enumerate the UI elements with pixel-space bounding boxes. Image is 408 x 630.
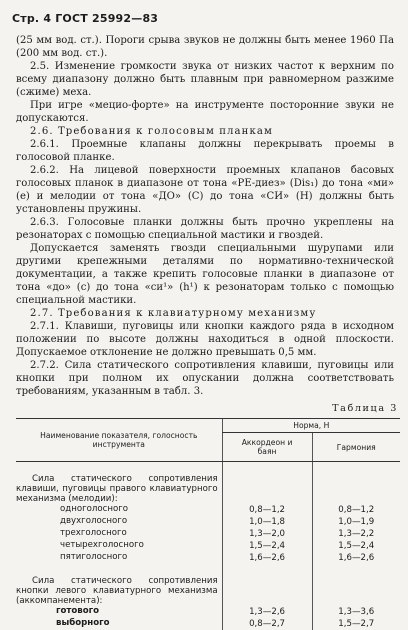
- paragraph-2-7-1: 2.7.1. Клавиши, пуговицы или кнопки каждого ряда в исходном положении по высоте должны находиться в одной плоскости. Допускаемое отклонение не должно превышать 0,5 мм.: [16, 321, 394, 358]
- table-caption: Таблица 3: [332, 403, 398, 414]
- table-row: выборного 0,8—2,7 1,5—2,7: [16, 618, 400, 630]
- table-row: пятиголосного 1,6—2,6 1,6—2,6: [16, 552, 400, 564]
- paragraph-continuation: (25 мм вод. ст.). Пороги срыва звуков не должны быть менее 1960 Па (200 мм вод. ст.).: [16, 35, 394, 59]
- table-row: одноголосного 0,8—1,2 0,8—1,2: [16, 504, 400, 516]
- column-header-accordion: Аккордеон и баян: [222, 433, 312, 462]
- group-left-mechanism: Сила статического сопротивления кнопки левого клавиатурного механизма (аккомпанемента):: [16, 576, 218, 606]
- paragraph-2-6-3: 2.6.3. Голосовые планки должны быть прочно укреплены на резонаторах с помощью специальной мастики и гвоздей.: [16, 217, 394, 241]
- paragraph-2-6-1: 2.6.1. Проемные клапаны должны перекрывать проемы в голосовой планке.: [16, 139, 394, 163]
- paragraph-2-5: 2.5. Изменение громкости звука от низких частот к верхним по всему диапазону должно быть плавным при равномерном разжиме (сжиме) меха.: [16, 61, 394, 98]
- group-right-mechanism: Сила статического сопротивления клавиши, пуговицы правого клавиатурного механизма (мелодии):: [16, 474, 218, 504]
- column-header-name: Наименование показателя, голосность инструмента: [16, 419, 222, 462]
- section-2-7-title: 2.7. Требования к клавиатурному механизму: [30, 308, 317, 319]
- column-header-norm: Норма, Н: [222, 419, 400, 433]
- page-header: Стр. 4 ГОСТ 25992—83: [12, 12, 159, 25]
- paragraph-2-7-2: 2.7.2. Сила статического сопротивления клавиши, пуговицы или кнопки при полном их опускании должна соответствовать требованиям, указанным в табл. 3.: [16, 360, 394, 397]
- section-2-6-title: 2.6. Требования к голосовым планкам: [30, 126, 273, 137]
- document-body: [16, 34, 394, 398]
- paragraph-2-6-3-note: Допускается заменять гвозди специальными шурупами или другими крепежными деталями по нормативно-технической документации, а также крепить голосовые планки в диапазоне от тона «до» (с) до тона «си¹» (h¹) к резонаторам только с помощью специальной мастики.: [16, 243, 394, 306]
- paragraph-2-6-2: 2.6.2. На лицевой поверхности проемных клапанов басовых голосовых планок в диапазоне от тона «РЕ-диез» (Dis₁) до тона «ми» (e) и мелодии от тона «ДО» (С) до тона «СИ» (Н) должны быть установлены пружины.: [16, 165, 394, 215]
- table-row: готового 1,3—2,6 1,3—3,6: [16, 606, 400, 618]
- data-table: [16, 418, 400, 630]
- column-header-harmonia: Гармония: [312, 433, 400, 462]
- table-row: трехголосного 1,3—2,0 1,3—2,2: [16, 528, 400, 540]
- paragraph-2-5-note: При игре «мецио-форте» на инструменте посторонние звуки не допускаются.: [16, 100, 394, 124]
- table-row: двухголосного 1,0—1,8 1,0—1,9: [16, 516, 400, 528]
- table-row: четырехголосного 1,5—2,4 1,5—2,4: [16, 540, 400, 552]
